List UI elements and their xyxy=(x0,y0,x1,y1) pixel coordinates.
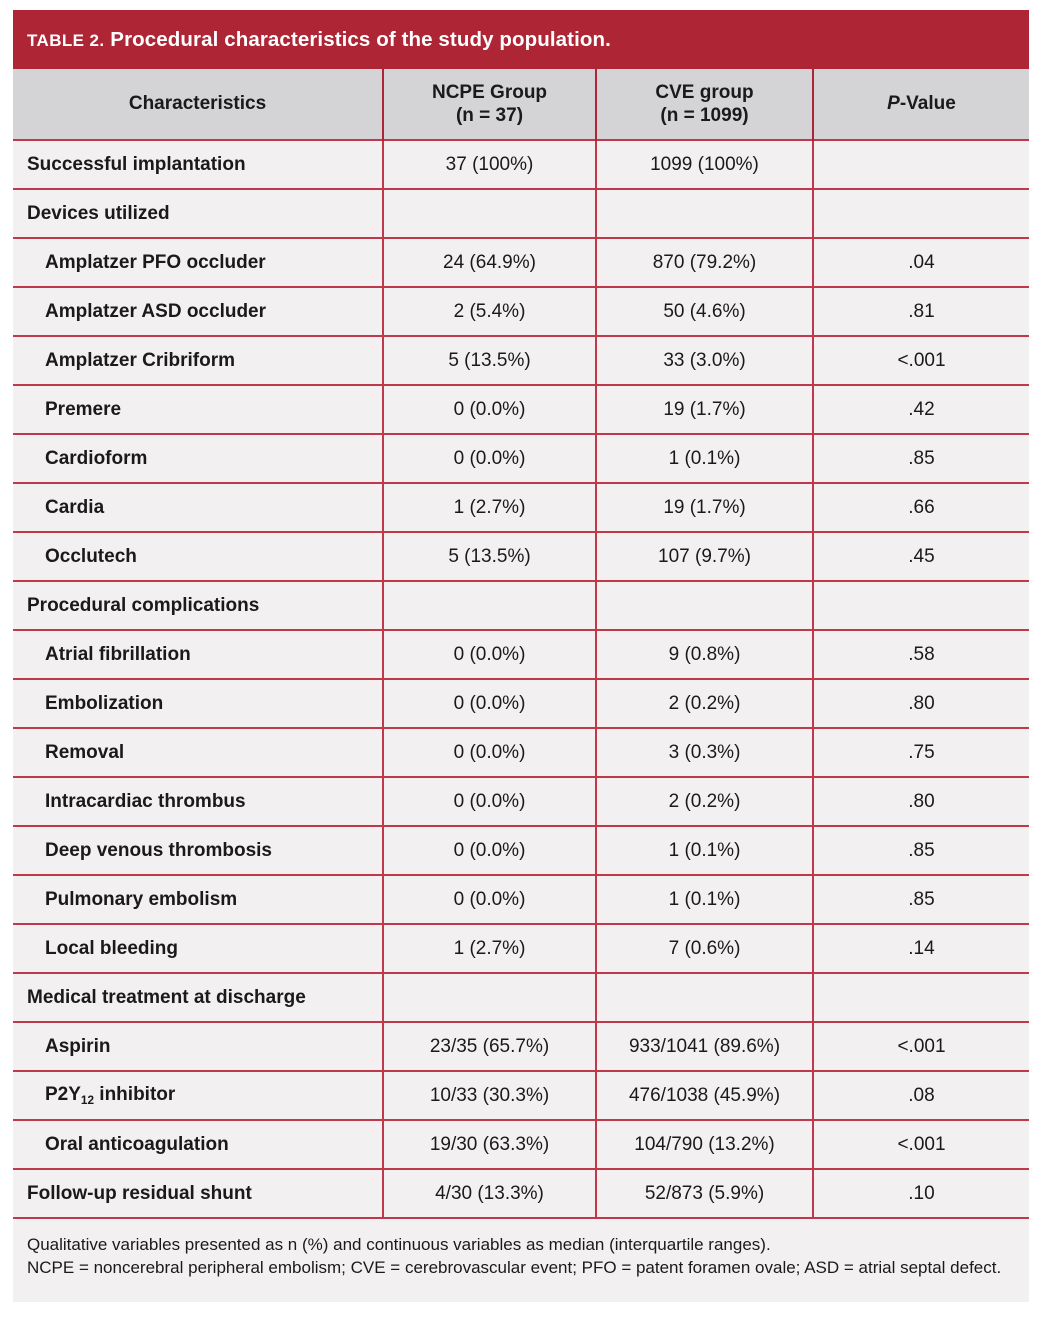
row-value-pvalue xyxy=(813,973,1029,1022)
table-row xyxy=(13,679,1029,728)
row-value-cve: 2 (0.2%) xyxy=(596,679,813,728)
row-value-cve: 870 (79.2%) xyxy=(596,238,813,287)
column-header-cve-n: (n = 1099) xyxy=(660,105,749,126)
table-row xyxy=(13,336,1029,385)
table-row xyxy=(13,238,1029,287)
row-label-sub: Atrial fibrillation xyxy=(13,630,383,679)
table-row xyxy=(13,630,1029,679)
row-value-pvalue: .45 xyxy=(813,532,1029,581)
row-value-pvalue: .75 xyxy=(813,728,1029,777)
table-row xyxy=(13,287,1029,336)
table-title-rest: Procedural characteristics of the study population. xyxy=(104,27,611,51)
column-header-characteristics-label: Characteristics xyxy=(128,93,267,115)
row-value-cve: 1 (0.1%) xyxy=(596,826,813,875)
row-label-sub: Embolization xyxy=(13,679,383,728)
row-value-ncpe: 0 (0.0%) xyxy=(383,679,596,728)
row-value-pvalue: .85 xyxy=(813,826,1029,875)
row-value-ncpe: 0 (0.0%) xyxy=(383,630,596,679)
row-value-ncpe: 0 (0.0%) xyxy=(383,385,596,434)
row-value-pvalue: .66 xyxy=(813,483,1029,532)
row-value-ncpe: 37 (100%) xyxy=(383,140,596,189)
row-label-sub: Local bleeding xyxy=(13,924,383,973)
table-row xyxy=(13,532,1029,581)
row-value-pvalue: .81 xyxy=(813,287,1029,336)
row-value-ncpe: 1 (2.7%) xyxy=(383,483,596,532)
row-value-cve: 1 (0.1%) xyxy=(596,434,813,483)
table-body xyxy=(13,140,1029,1218)
row-label-section: Medical treatment at discharge xyxy=(13,973,383,1022)
row-label-sub: Amplatzer PFO occluder xyxy=(13,238,383,287)
table-row xyxy=(13,1120,1029,1169)
table-row xyxy=(13,1169,1029,1218)
row-label-sub: Amplatzer ASD occluder xyxy=(13,287,383,336)
row-label-section: Procedural complications xyxy=(13,581,383,630)
footnote-line-2: NCPE = noncerebral peripheral embolism; CVE = cerebrovascular event; PFO = patent foramen ovale; ASD = atrial septal defect. xyxy=(27,1258,1002,1278)
row-value-ncpe: 4/30 (13.3%) xyxy=(383,1169,596,1218)
table-row xyxy=(13,1022,1029,1071)
row-label-sub: Removal xyxy=(13,728,383,777)
row-value-cve: 1099 (100%) xyxy=(596,140,813,189)
row-value-pvalue xyxy=(813,140,1029,189)
row-value-ncpe: 5 (13.5%) xyxy=(383,336,596,385)
row-value-cve xyxy=(596,189,813,238)
row-value-pvalue: .04 xyxy=(813,238,1029,287)
row-value-cve: 19 (1.7%) xyxy=(596,385,813,434)
row-label-sub: Occlutech xyxy=(13,532,383,581)
row-value-pvalue: <.001 xyxy=(813,336,1029,385)
row-value-pvalue: .85 xyxy=(813,434,1029,483)
column-header-pvalue xyxy=(813,69,1029,140)
row-value-cve: 3 (0.3%) xyxy=(596,728,813,777)
row-value-cve xyxy=(596,581,813,630)
row-value-ncpe: 24 (64.9%) xyxy=(383,238,596,287)
row-value-ncpe: 0 (0.0%) xyxy=(383,826,596,875)
row-value-ncpe: 1 (2.7%) xyxy=(383,924,596,973)
row-value-cve: 933/1041 (89.6%) xyxy=(596,1022,813,1071)
procedural-characteristics-table xyxy=(13,69,1029,1219)
table-row xyxy=(13,875,1029,924)
row-label-sub: Oral anticoagulation xyxy=(13,1120,383,1169)
column-header-ncpe xyxy=(383,69,596,140)
column-header-ncpe-n: (n = 37) xyxy=(455,105,524,126)
column-header-cve xyxy=(596,69,813,140)
row-value-ncpe xyxy=(383,973,596,1022)
row-value-ncpe: 0 (0.0%) xyxy=(383,777,596,826)
row-label-sub: Pulmonary embolism xyxy=(13,875,383,924)
row-value-cve: 9 (0.8%) xyxy=(596,630,813,679)
column-header-cve-label: CVE group xyxy=(655,81,754,103)
row-value-ncpe: 0 (0.0%) xyxy=(383,728,596,777)
row-value-pvalue: <.001 xyxy=(813,1022,1029,1071)
table-row xyxy=(13,581,1029,630)
table-row xyxy=(13,140,1029,189)
row-label-section: Follow-up residual shunt xyxy=(13,1169,383,1218)
row-value-cve: 2 (0.2%) xyxy=(596,777,813,826)
row-value-cve: 33 (3.0%) xyxy=(596,336,813,385)
row-value-cve: 476/1038 (45.9%) xyxy=(596,1071,813,1120)
row-value-cve: 107 (9.7%) xyxy=(596,532,813,581)
table-row xyxy=(13,973,1029,1022)
row-value-ncpe xyxy=(383,189,596,238)
row-label-sub: Cardia xyxy=(13,483,383,532)
column-header-pvalue-rest: -Value xyxy=(899,93,956,115)
row-label-sub: Aspirin xyxy=(13,1022,383,1071)
row-value-pvalue: .10 xyxy=(813,1169,1029,1218)
table-row xyxy=(13,728,1029,777)
row-value-ncpe: 10/33 (30.3%) xyxy=(383,1071,596,1120)
row-label-sub: Amplatzer Cribriform xyxy=(13,336,383,385)
table-figure xyxy=(13,10,1029,1302)
row-value-ncpe: 5 (13.5%) xyxy=(383,532,596,581)
row-value-pvalue: .42 xyxy=(813,385,1029,434)
row-value-pvalue xyxy=(813,189,1029,238)
table-title-band xyxy=(13,10,1029,69)
row-label-section: Successful implantation xyxy=(13,140,383,189)
row-label-sub: Intracardiac thrombus xyxy=(13,777,383,826)
row-value-cve: 1 (0.1%) xyxy=(596,875,813,924)
row-value-ncpe: 0 (0.0%) xyxy=(383,875,596,924)
footnote-line-1: Qualitative variables presented as n (%) and continuous variables as median (interquartile ranges). xyxy=(27,1235,771,1254)
row-label-sub: Deep venous thrombosis xyxy=(13,826,383,875)
column-header-pvalue-italic: P xyxy=(887,93,900,115)
row-label-section: Devices utilized xyxy=(13,189,383,238)
row-value-ncpe: 2 (5.4%) xyxy=(383,287,596,336)
row-value-pvalue: <.001 xyxy=(813,1120,1029,1169)
row-value-cve: 7 (0.6%) xyxy=(596,924,813,973)
table-row xyxy=(13,434,1029,483)
row-value-cve: 19 (1.7%) xyxy=(596,483,813,532)
row-label-sub: Premere xyxy=(13,385,383,434)
row-value-cve: 52/873 (5.9%) xyxy=(596,1169,813,1218)
table-row xyxy=(13,483,1029,532)
row-value-pvalue: .08 xyxy=(813,1071,1029,1120)
table-row xyxy=(13,1071,1029,1120)
table-footnote xyxy=(13,1219,1029,1302)
column-header-ncpe-label: NCPE Group xyxy=(431,81,548,103)
row-value-ncpe xyxy=(383,581,596,630)
table-row xyxy=(13,385,1029,434)
table-row xyxy=(13,826,1029,875)
row-value-ncpe: 0 (0.0%) xyxy=(383,434,596,483)
row-value-pvalue: .80 xyxy=(813,777,1029,826)
table-row xyxy=(13,189,1029,238)
row-label-sub: $P2Y_{12}$ inhibitor xyxy=(13,1071,383,1120)
column-header-characteristics xyxy=(13,69,383,140)
row-value-pvalue: .85 xyxy=(813,875,1029,924)
row-label-sub: Cardioform xyxy=(13,434,383,483)
row-value-cve: 50 (4.6%) xyxy=(596,287,813,336)
row-value-ncpe: 19/30 (63.3%) xyxy=(383,1120,596,1169)
row-value-pvalue xyxy=(813,581,1029,630)
row-value-pvalue: .14 xyxy=(813,924,1029,973)
table-row xyxy=(13,777,1029,826)
row-value-cve xyxy=(596,973,813,1022)
header-row xyxy=(13,69,1029,140)
row-value-ncpe: 23/35 (65.7%) xyxy=(383,1022,596,1071)
table-head xyxy=(13,69,1029,140)
row-value-cve: 104/790 (13.2%) xyxy=(596,1120,813,1169)
row-value-pvalue: .80 xyxy=(813,679,1029,728)
table-row xyxy=(13,924,1029,973)
row-value-pvalue: .58 xyxy=(813,630,1029,679)
table-title-prefix: TABLE 2. xyxy=(27,30,105,50)
table-title xyxy=(27,28,611,52)
